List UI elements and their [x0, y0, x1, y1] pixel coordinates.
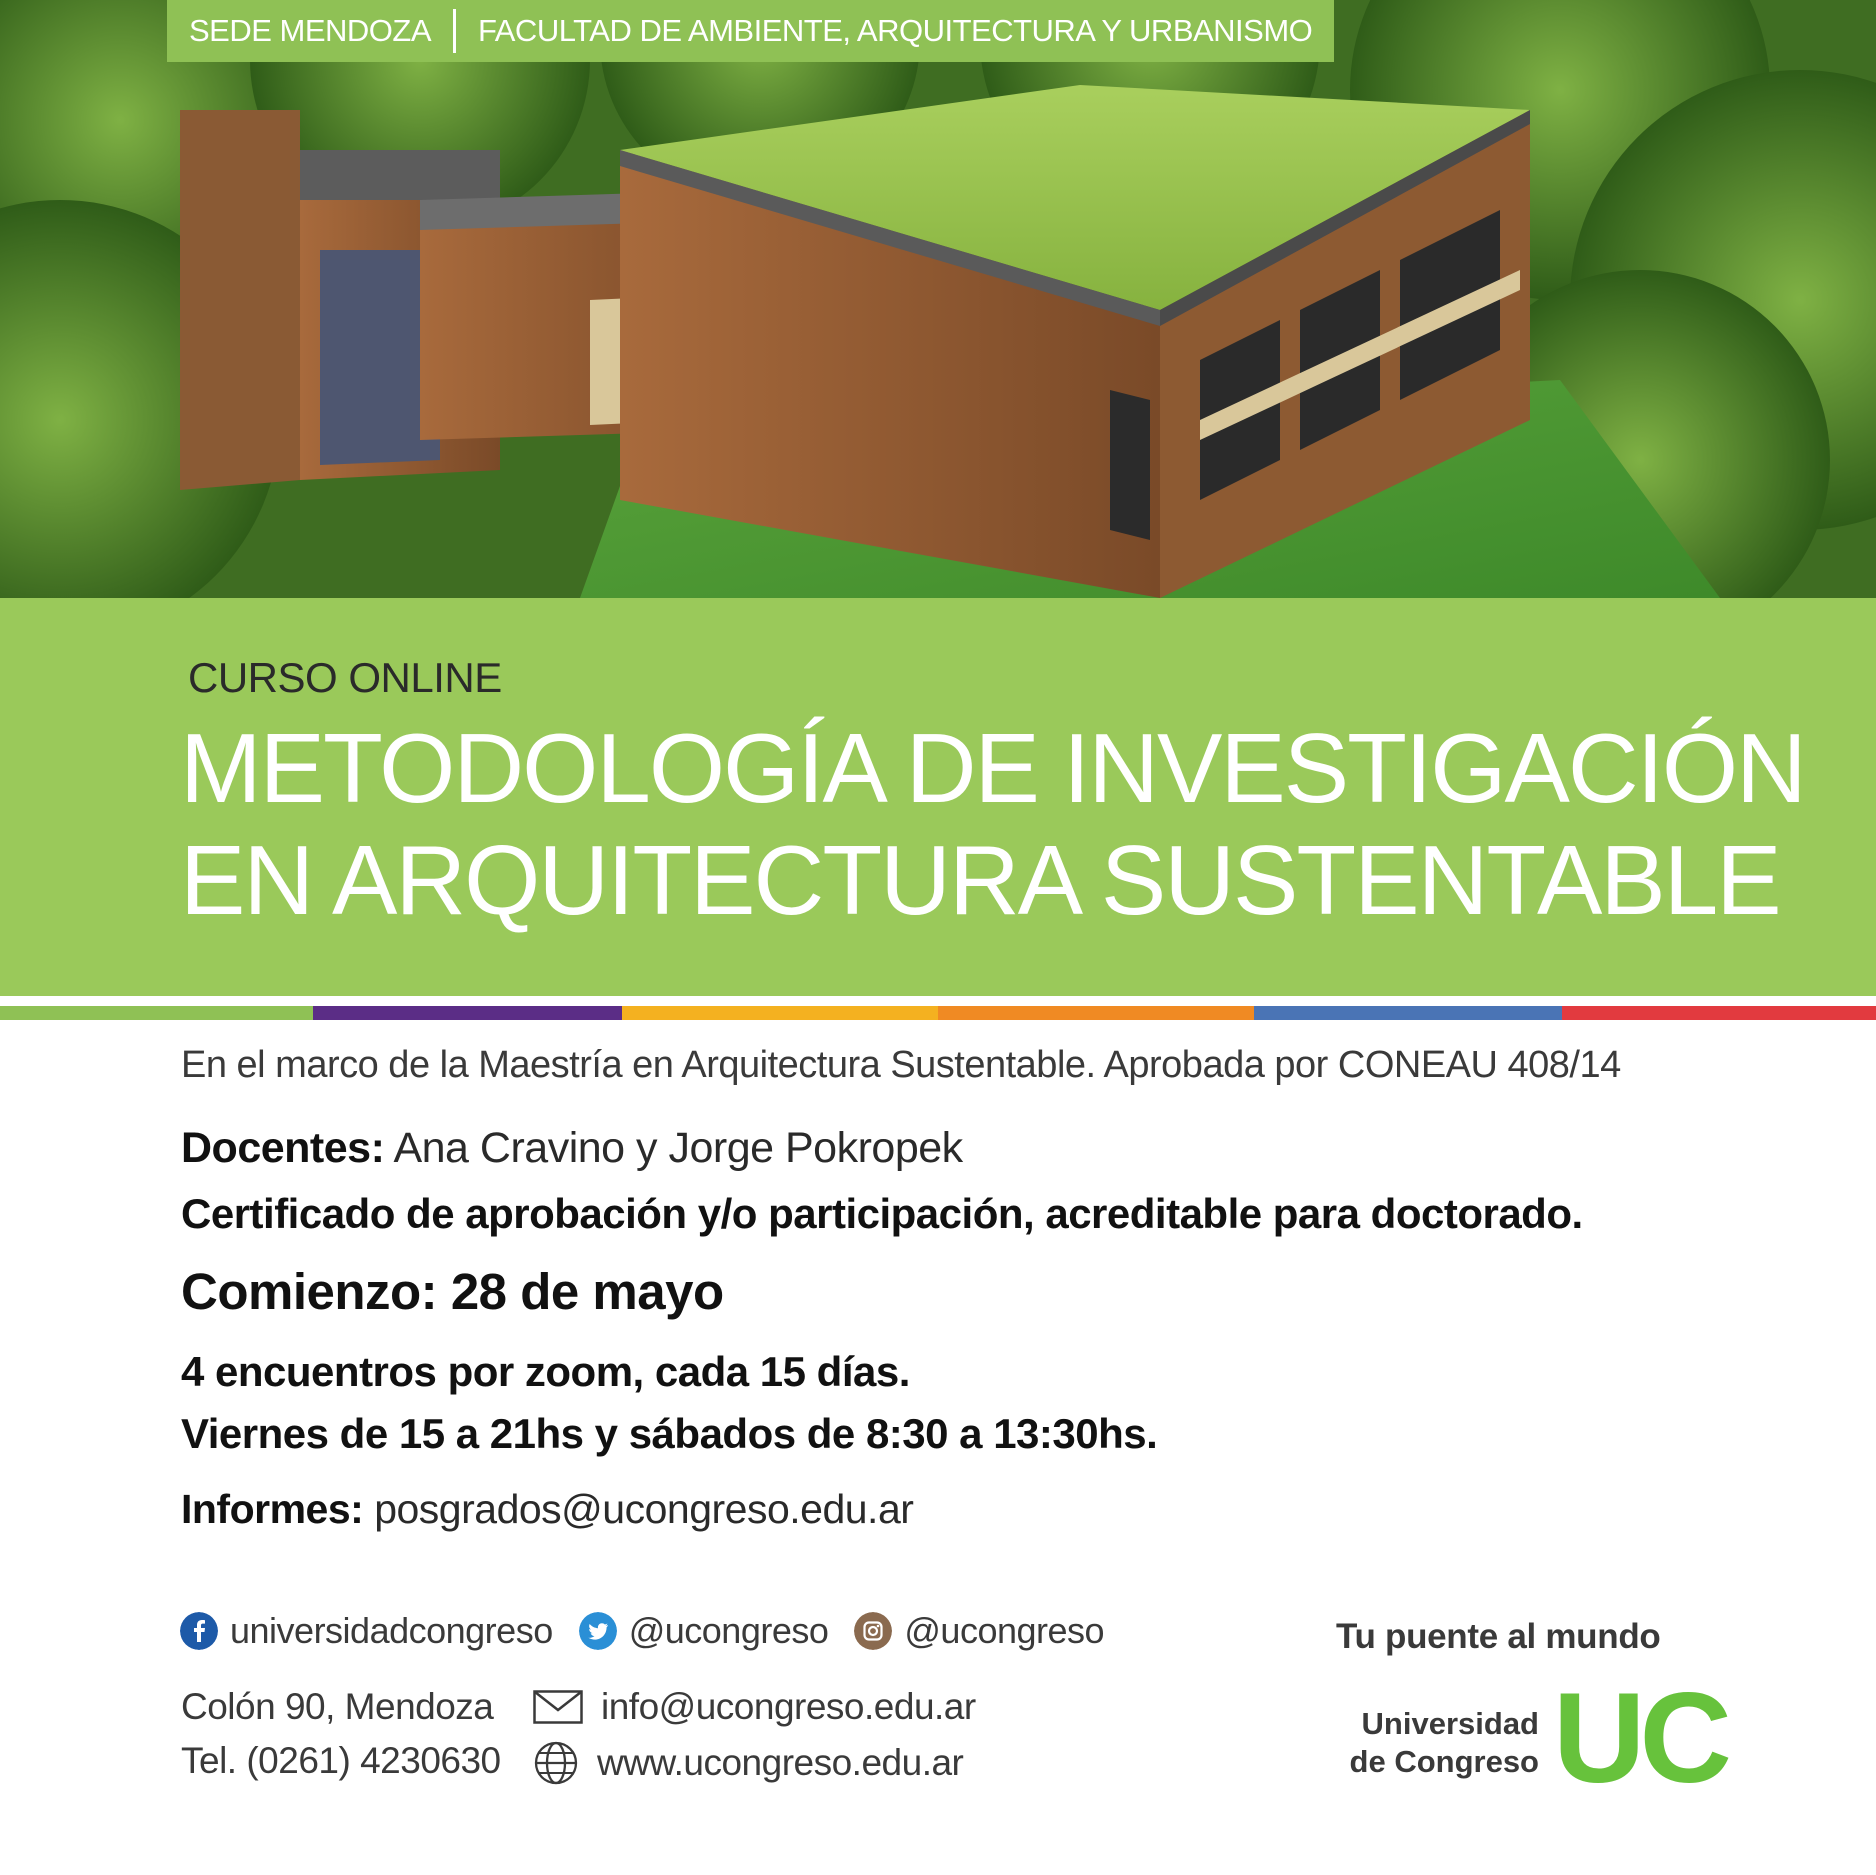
twitter-handle: @ucongreso	[628, 1610, 829, 1651]
facebook-handle: universidadcongreso	[230, 1610, 553, 1651]
stripe-blue	[1254, 1006, 1562, 1020]
certificado-text: Certificado de aprobación y/o participación, acreditable para doctorado.	[181, 1190, 1583, 1237]
envelope-icon	[533, 1690, 583, 1724]
encuentros-text: 4 encuentros por zoom, cada 15 días.	[181, 1348, 910, 1395]
twitter-icon	[579, 1612, 617, 1650]
stripe-green	[0, 1006, 313, 1020]
email-text: info@ucongreso.edu.ar	[601, 1686, 976, 1727]
facultad-tag: FACULTAD DE AMBIENTE, ARQUITECTURA Y URBANISMO	[478, 13, 1313, 48]
instagram-link[interactable]	[854, 1610, 1104, 1652]
informes-email-link[interactable]: posgrados@ucongreso.edu.ar	[363, 1486, 914, 1532]
sede-tag: SEDE MENDOZA	[189, 13, 432, 48]
university-name-line-2: de Congreso	[1349, 1744, 1539, 1779]
docentes-line	[181, 1124, 963, 1173]
facebook-icon	[180, 1612, 218, 1650]
course-title-line-1: METODOLOGÍA DE INVESTIGACIÓN	[180, 713, 1805, 823]
website-link[interactable]	[533, 1740, 963, 1786]
brand-motto: Tu puente al mundo	[1336, 1617, 1661, 1656]
informes-line	[181, 1486, 913, 1533]
instagram-handle: @ucongreso	[904, 1610, 1105, 1651]
instagram-icon	[854, 1612, 892, 1650]
course-title	[180, 712, 1820, 936]
address-text: Colón 90, Mendoza	[181, 1686, 494, 1727]
color-stripe	[0, 1006, 1876, 1020]
university-name-line-1: Universidad	[1361, 1706, 1539, 1741]
stripe-purple	[313, 1006, 622, 1020]
green-roof-house-illustration	[0, 0, 1876, 598]
email-link[interactable]	[533, 1686, 976, 1728]
stripe-orange	[938, 1006, 1254, 1020]
twitter-link[interactable]	[579, 1610, 829, 1652]
docentes-label: Docentes:	[181, 1124, 385, 1172]
facebook-link[interactable]	[180, 1610, 553, 1652]
informes-label: Informes:	[181, 1486, 364, 1532]
docentes-value: Ana Cravino y Jorge Pokropek	[384, 1124, 963, 1172]
globe-icon	[533, 1740, 579, 1786]
intro-text: En el marco de la Maestría en Arquitectura Sustentable. Aprobada por CONEAU 408/14	[181, 1044, 1621, 1086]
course-title-line-2: EN ARQUITECTURA SUSTENTABLE	[180, 825, 1780, 935]
social-links	[180, 1610, 1130, 1652]
uc-logo: UC	[1553, 1667, 1726, 1810]
stripe-yellow	[622, 1006, 938, 1020]
header-tag-bar	[167, 0, 1334, 62]
comienzo-text: Comienzo: 28 de mayo	[181, 1263, 724, 1320]
stripe-red	[1562, 1006, 1876, 1020]
phone-text: Tel. (0261) 4230630	[181, 1740, 501, 1781]
horario-text: Viernes de 15 a 21hs y sábados de 8:30 a 13:30hs.	[181, 1410, 1158, 1457]
hero-photo	[0, 0, 1876, 598]
website-text: www.ucongreso.edu.ar	[597, 1742, 964, 1783]
course-kicker: CURSO ONLINE	[188, 654, 502, 701]
